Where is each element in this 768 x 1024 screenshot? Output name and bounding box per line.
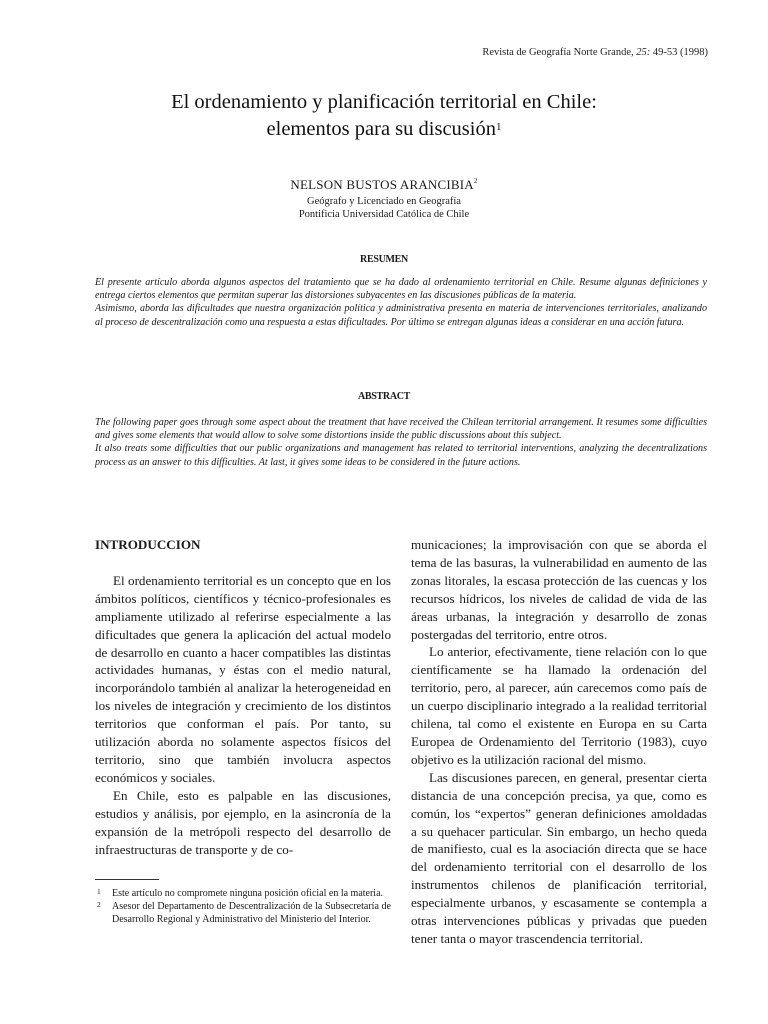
abstract-paragraph: It also treats some difficulties that our public organizations and management has related to territorial interventions, analyzing the decentralizations process as an answer to this difficulties. At last, it gives some ideas to be considered in the future actions. xyxy=(95,443,707,468)
author-name xyxy=(60,177,708,193)
resumen-paragraph: Asimismo, aborda las dificultades que nuestra organización política y administrativa presenta en materia de intervenciones territoriales, analizando al proceso de descentralización como una respuesta a estas dificultades. Por último se entregan algunas ideas a considerar en una acción futura. xyxy=(95,303,707,328)
body-paragraph: Lo anterior, efectivamente, tiene relación con lo que científicamente se ha llamado la ordenación del territorio, pero, al parecer, aún carecemos como país de un cuerpo disciplinario integrado a la realidad territorial chilena, tal como el existente en Europa en su Carta Europea de Ordenamiento del Territorio (1983), cuyo objetivo es la utilización racional del mismo. xyxy=(411,644,707,767)
introduccion-heading: INTRODUCCION xyxy=(95,537,201,552)
resumen-heading: RESUMEN xyxy=(360,254,408,265)
right-column xyxy=(411,536,707,948)
title-footnote-mark: 1 xyxy=(495,121,502,133)
footnote xyxy=(95,887,391,900)
footnote-mark: 2 xyxy=(97,900,101,909)
journal-volume: 25: xyxy=(636,47,651,58)
body-paragraph: El ordenamiento territorial es un concepto que en los ámbitos políticos, científicos y técnico-profesionales es ampliamente utilizado al referirse especialmente a las dificultades que genera la aplicación del actual modelo de desarrollo en cuanto a hacer compatibles las distintas actividades humanas, y éstas con el medio natural, incorporándolo también al analizar la heterogeneidad en los niveles de integración y crecimiento de los distintos territorios que conforman el país. Por tanto, su utilización aborda no solamente aspectos físicos del territorio, sino que también involucra aspectos económicos y sociales. xyxy=(95,572,391,785)
resumen-body xyxy=(95,276,707,329)
journal-pages: 49-53 (1998) xyxy=(650,47,708,58)
body-paragraph: municaciones; la improvisación con que se aborda el tema de las basuras, la vulnerabilidad en aumento de las zonas litorales, la escasa protección de las cuencas y los recursos hídricos, los niveles de calidad de vida de las áreas urbanas, la integración y desarrollo de zonas postergadas del territorio, entre otros. xyxy=(411,537,707,642)
resumen-paragraph: El presente artículo aborda algunos aspectos del tratamiento que se ha dado al ordenamiento territorial en Chile. Resume algunas definiciones y entrega ciertos elementos que permitan superar las distorsiones subyacentes en las discusiones públicas de la materia. xyxy=(95,277,707,302)
abstract-body xyxy=(95,416,707,469)
abstract-paragraph: The following paper goes through some aspect about the treatment that have received the Chilean territorial arrangement. It resumes some difficulties and gives some elements that would allow to solve some distortions inside the public discussions about this subject. xyxy=(95,417,707,442)
footnote-text: Este artículo no compromete ninguna posición oficial en la materia. xyxy=(112,888,384,899)
title-line-1: El ordenamiento y planificación territorial en Chile: xyxy=(171,91,597,113)
author-footnote-mark: 2 xyxy=(473,177,478,185)
left-column xyxy=(95,536,391,858)
footnotes xyxy=(95,887,391,926)
footnote xyxy=(95,900,391,926)
affiliation-line-1: Geógrafo y Licenciado en Geografía xyxy=(307,196,461,207)
body-paragraph: En Chile, esto es palpable en las discusiones, estudios y análisis, por ejemplo, en la asincronía de la expansión de la metrópoli respecto del desarrollo de infraestructuras de transporte y de co- xyxy=(95,787,391,857)
title-line-2: elementos para su discusión xyxy=(266,118,496,140)
author-text: NELSON BUSTOS ARANCIBIA xyxy=(290,177,474,192)
journal-name: Revista de Geografía Norte Grande, xyxy=(482,47,637,58)
journal-citation xyxy=(482,47,708,58)
abstract-heading: ABSTRACT xyxy=(357,391,411,402)
body-paragraph: Las discusiones parecen, en general, presentar cierta distancia de una concepción precisa, ya que, como es común, los “expertos” generan definiciones amoldadas a su quehacer particular. Sin embargo, un hecho queda de manifiesto, cual es la asociación directa que se hace del ordenamiento territorial con el desarrollo de los instrumentos chilenos de planificación territorial, especialmente urbanos, y escasamente se contempla a otras intervenciones públicas y privadas que pueden tener tanta o mayor trascendencia territorial. xyxy=(411,769,707,946)
footnote-text: Asesor del Departamento de Descentralización de la Subsecretaría de Desarrollo Regional y Administrativo del Ministerio del Interior. xyxy=(112,901,391,925)
footnote-separator xyxy=(95,879,159,880)
article-title xyxy=(60,89,708,143)
footnote-mark: 1 xyxy=(97,887,101,896)
affiliation-line-2: Pontificia Universidad Católica de Chile xyxy=(298,209,470,220)
